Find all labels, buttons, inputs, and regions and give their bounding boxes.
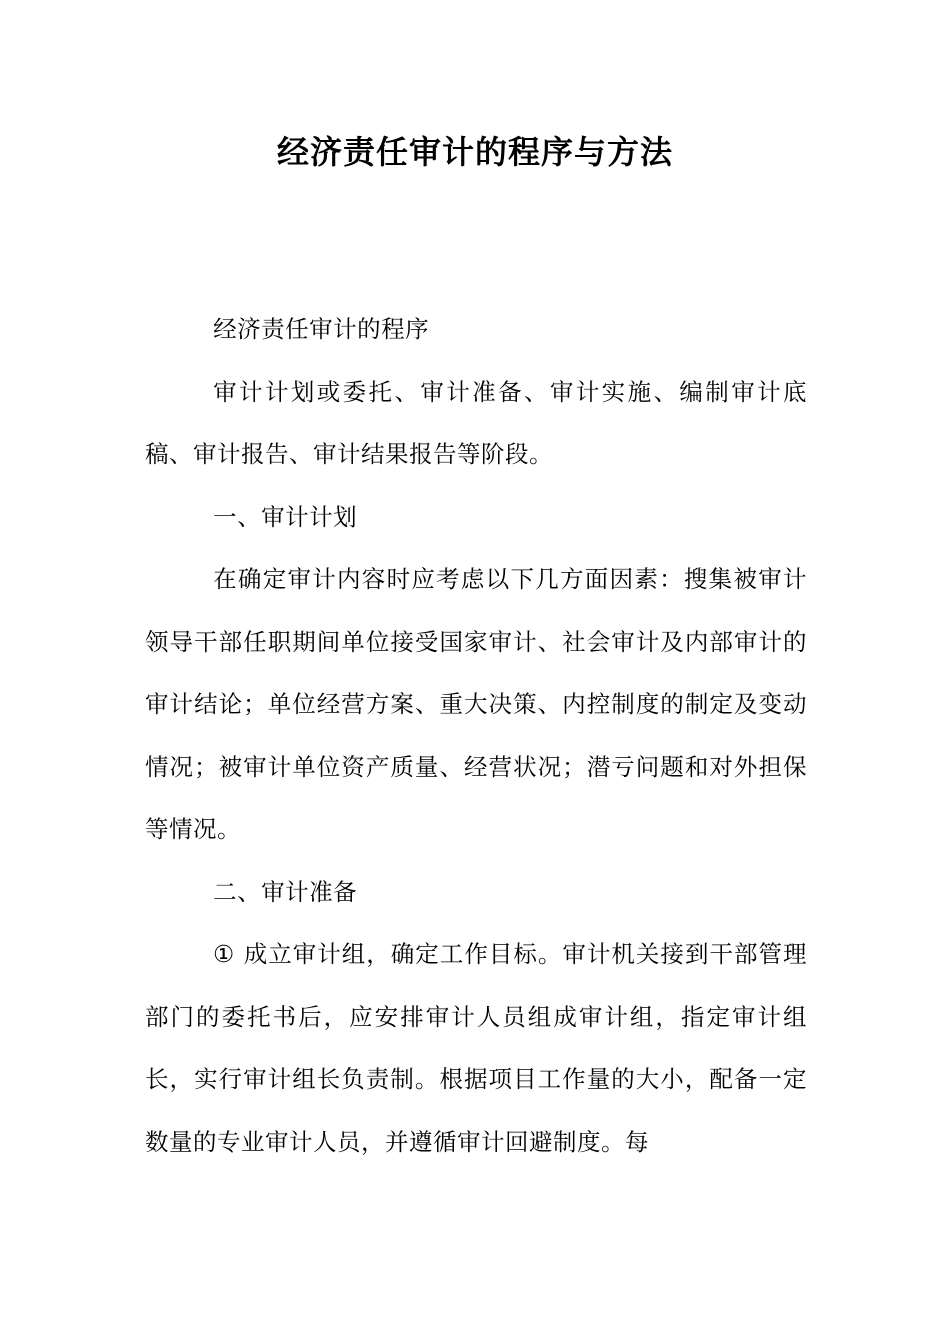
section-heading-audit-plan: 一、审计计划 <box>213 502 358 531</box>
section-heading-procedure: 经济责任审计的程序 <box>213 315 430 343</box>
paragraph-audit-plan-factors: 在确定审计内容时应考虑以下几方面因素：搜集被审计领导干部任职期间单位接受国家审计、社会审计及内部审计的审计结论；单位经营方案、重大决策、内控制度的制定及变动情况；被审计单位资产质量、经营状况；潜亏问题和对外担保等情况。 <box>145 565 807 843</box>
section-heading-audit-preparation: 二、审计准备 <box>213 877 358 906</box>
document-title: 经济责任审计的程序与方法 <box>276 133 673 171</box>
paragraph-audit-team: ① 成立审计组，确定工作目标。审计机关接到干部管理部门的委托书后，应安排审计人员组成审计组，指定审计组长，实行审计组长负责制。根据项目工作量的大小，配备一定数量的专业审计人员，并遵循审计回避制度。每 <box>145 940 807 1156</box>
paragraph-stages: 审计计划或委托、审计准备、审计实施、编制审计底稿、审计报告、审计结果报告等阶段。 <box>145 377 807 468</box>
document-body <box>145 298 807 1173</box>
